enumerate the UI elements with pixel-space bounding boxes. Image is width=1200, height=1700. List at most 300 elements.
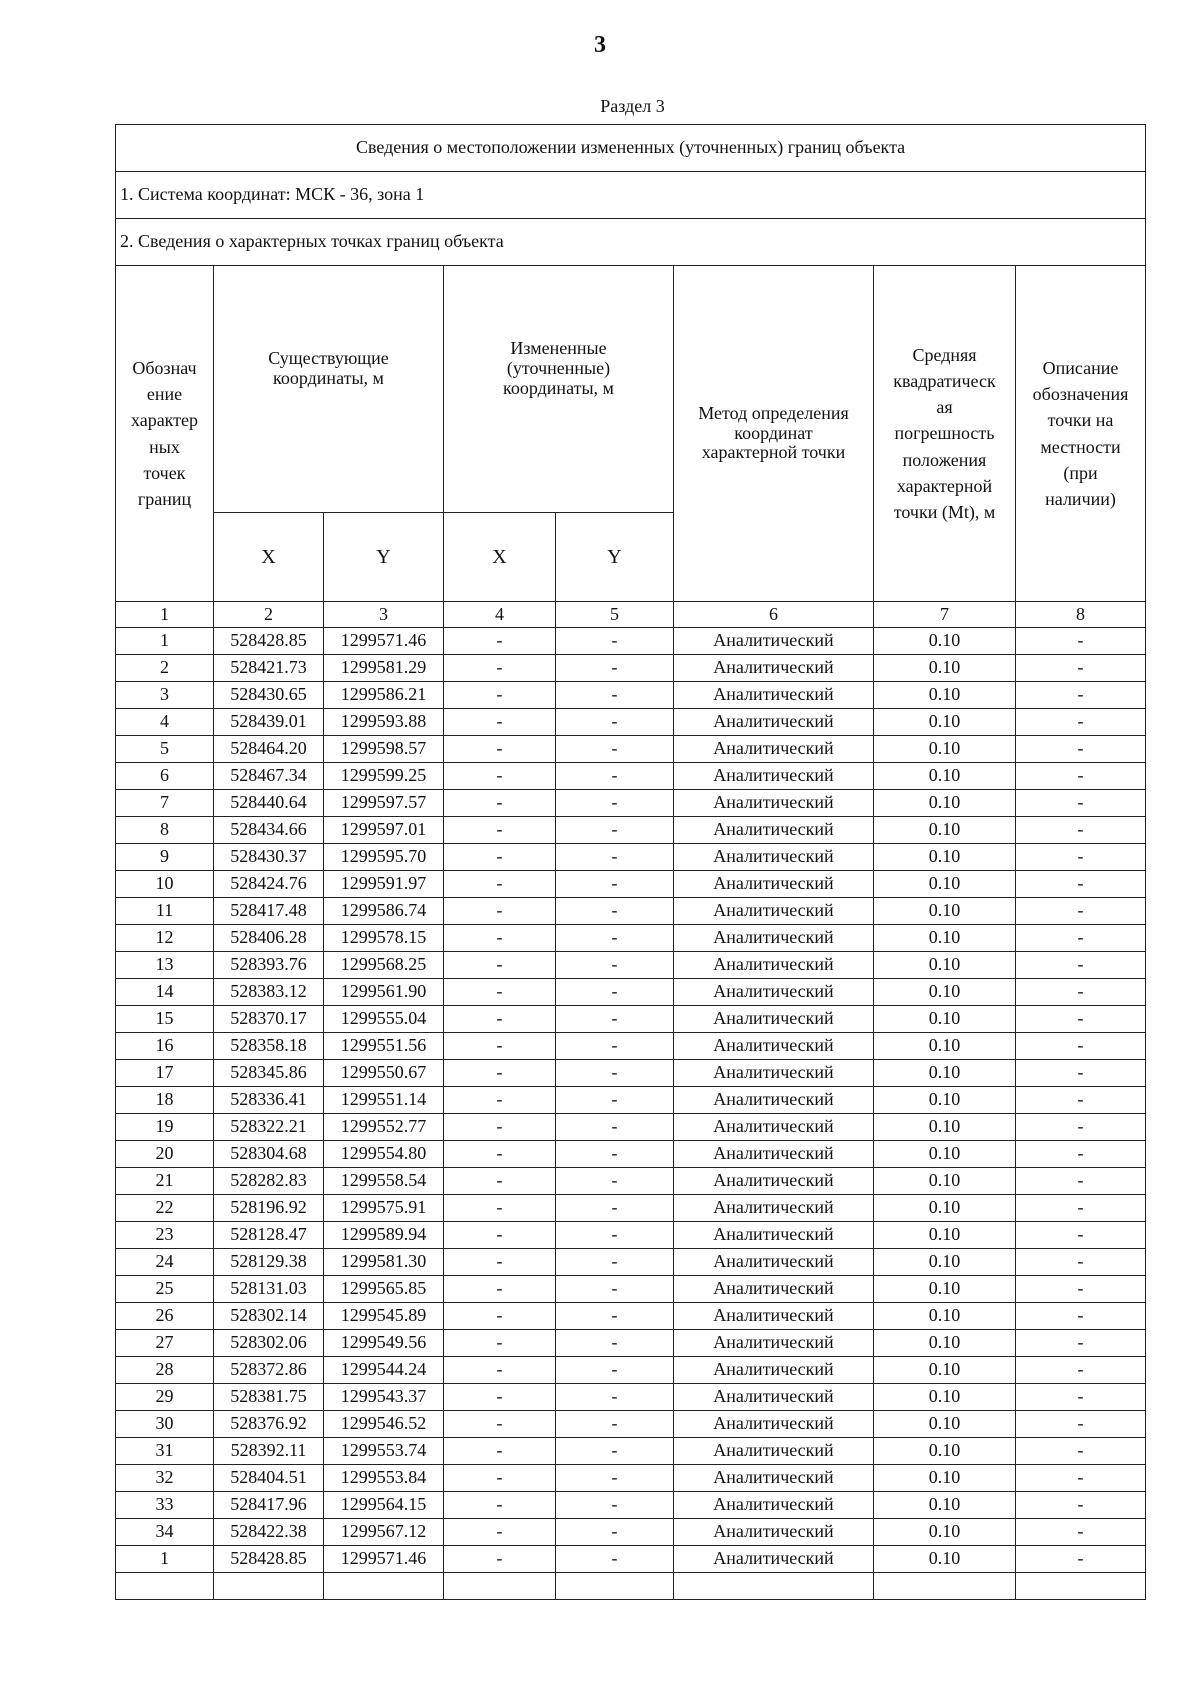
table-cell: Аналитический — [674, 1033, 874, 1060]
table-cell: - — [444, 1114, 556, 1141]
table-cell: - — [444, 1249, 556, 1276]
table-cell: 528376.92 — [214, 1411, 324, 1438]
table-cell: - — [556, 1411, 674, 1438]
table-cell: - — [444, 1276, 556, 1303]
table-cell: 528345.86 — [214, 1060, 324, 1087]
table-cell: Аналитический — [674, 1411, 874, 1438]
table-row — [116, 709, 1146, 736]
table-cell — [674, 1573, 874, 1600]
table-row — [116, 1438, 1146, 1465]
table-cell: 1299568.25 — [324, 952, 444, 979]
header-method: Метод определения координат характерной точки — [674, 266, 874, 602]
table-cell: - — [444, 1384, 556, 1411]
table-cell: 1299578.15 — [324, 925, 444, 952]
table-cell: 528439.01 — [214, 709, 324, 736]
table-cell: 0.10 — [874, 1249, 1016, 1276]
table-cell: - — [444, 871, 556, 898]
table-cell: Аналитический — [674, 952, 874, 979]
table-cell: 1299599.25 — [324, 763, 444, 790]
table-cell: 1299567.12 — [324, 1519, 444, 1546]
table-cell: 0.10 — [874, 871, 1016, 898]
table-cell: 0.10 — [874, 1411, 1016, 1438]
table-row — [116, 1006, 1146, 1033]
table-cell: 0.10 — [874, 1195, 1016, 1222]
table-cell: 0.10 — [874, 1222, 1016, 1249]
table-cell: 1299545.89 — [324, 1303, 444, 1330]
table-cell: - — [556, 1087, 674, 1114]
table-cell — [556, 1573, 674, 1600]
table-cell: Аналитический — [674, 1276, 874, 1303]
table-cell: 29 — [116, 1384, 214, 1411]
column-number: 4 — [444, 602, 556, 628]
table-cell: 0.10 — [874, 628, 1016, 655]
table-row — [116, 1465, 1146, 1492]
table-row — [116, 817, 1146, 844]
table-cell: 1299543.37 — [324, 1384, 444, 1411]
table-cell: 1299553.84 — [324, 1465, 444, 1492]
table-row — [116, 790, 1146, 817]
table-cell: 0.10 — [874, 1330, 1016, 1357]
table-row — [116, 763, 1146, 790]
table-cell: 0.10 — [874, 790, 1016, 817]
table-cell: Аналитический — [674, 1330, 874, 1357]
table-cell: 1299564.15 — [324, 1492, 444, 1519]
table-cell: 19 — [116, 1114, 214, 1141]
table-row — [116, 871, 1146, 898]
table-cell: 33 — [116, 1492, 214, 1519]
table-cell: 0.10 — [874, 1168, 1016, 1195]
table-row — [116, 1222, 1146, 1249]
table-cell: 0.10 — [874, 1519, 1016, 1546]
table-cell: 0.10 — [874, 1033, 1016, 1060]
table-cell: 1299565.85 — [324, 1276, 444, 1303]
table-cell: - — [444, 1168, 556, 1195]
table-cell: - — [556, 1384, 674, 1411]
table-cell: 528417.48 — [214, 898, 324, 925]
table-cell: Аналитический — [674, 1168, 874, 1195]
table-cell: - — [1016, 1114, 1146, 1141]
table-cell: Аналитический — [674, 1195, 874, 1222]
table-cell: - — [444, 1060, 556, 1087]
table-cell: Аналитический — [674, 1465, 874, 1492]
table-cell: - — [556, 1330, 674, 1357]
table-cell: Аналитический — [674, 1546, 874, 1573]
table-cell: 4 — [116, 709, 214, 736]
table-cell: - — [1016, 1222, 1146, 1249]
table-cell: - — [1016, 1519, 1146, 1546]
table-cell: 15 — [116, 1006, 214, 1033]
table-cell: - — [556, 1357, 674, 1384]
table-cell: 528282.83 — [214, 1168, 324, 1195]
table-row — [116, 1492, 1146, 1519]
table-cell: - — [444, 844, 556, 871]
table-cell: - — [556, 1168, 674, 1195]
header-changed-y: Y — [556, 513, 674, 602]
table-cell: 528370.17 — [214, 1006, 324, 1033]
table-cell: - — [556, 925, 674, 952]
table-cell: Аналитический — [674, 925, 874, 952]
table-cell: 8 — [116, 817, 214, 844]
table-cell: - — [1016, 1141, 1146, 1168]
table-cell: 30 — [116, 1411, 214, 1438]
table-cell: - — [556, 1465, 674, 1492]
table-cell: - — [1016, 1303, 1146, 1330]
table-cell: - — [556, 898, 674, 925]
table-cell: 528381.75 — [214, 1384, 324, 1411]
table-cell: - — [556, 871, 674, 898]
table-cell: Аналитический — [674, 1438, 874, 1465]
table-cell: - — [444, 925, 556, 952]
table-cell: 0.10 — [874, 979, 1016, 1006]
table-row — [116, 1546, 1146, 1573]
table-row — [116, 1384, 1146, 1411]
header-existing-x: X — [214, 513, 324, 602]
table-cell: - — [1016, 1195, 1146, 1222]
table-cell: 26 — [116, 1303, 214, 1330]
table-cell: Аналитический — [674, 763, 874, 790]
table-cell: Аналитический — [674, 1384, 874, 1411]
table-cell: - — [444, 1438, 556, 1465]
empty-row — [116, 1573, 1146, 1600]
table-row — [116, 1249, 1146, 1276]
table-cell: - — [444, 1330, 556, 1357]
table-cell: Аналитический — [674, 1060, 874, 1087]
table-cell: Аналитический — [674, 1114, 874, 1141]
table-cell: 528302.14 — [214, 1303, 324, 1330]
table-cell: 17 — [116, 1060, 214, 1087]
table-cell: 528131.03 — [214, 1276, 324, 1303]
table-cell: Аналитический — [674, 1141, 874, 1168]
table-cell: 1299551.56 — [324, 1033, 444, 1060]
table-cell: 0.10 — [874, 655, 1016, 682]
table-cell: - — [556, 1114, 674, 1141]
table-row — [116, 628, 1146, 655]
table-cell: 0.10 — [874, 1114, 1016, 1141]
table-cell: - — [556, 628, 674, 655]
table-cell: 1299553.74 — [324, 1438, 444, 1465]
table-cell: 1299552.77 — [324, 1114, 444, 1141]
table-cell: 10 — [116, 871, 214, 898]
table-cell: 7 — [116, 790, 214, 817]
section-title: Раздел 3 — [600, 96, 665, 116]
table-cell: - — [444, 790, 556, 817]
table-cell: - — [556, 1249, 674, 1276]
table-cell: - — [1016, 736, 1146, 763]
table-cell: Аналитический — [674, 709, 874, 736]
table-cell: - — [1016, 817, 1146, 844]
table-cell: 1299597.01 — [324, 817, 444, 844]
table-cell: - — [444, 628, 556, 655]
table-cell: 1299551.14 — [324, 1087, 444, 1114]
table-row — [116, 655, 1146, 682]
table-cell: - — [444, 952, 556, 979]
table-cell: - — [1016, 925, 1146, 952]
table-cell: 21 — [116, 1168, 214, 1195]
table-cell: - — [444, 682, 556, 709]
table-cell: 0.10 — [874, 1357, 1016, 1384]
table-cell: - — [444, 1303, 556, 1330]
table-cell: - — [556, 763, 674, 790]
table-cell: - — [444, 817, 556, 844]
table-cell: 0.10 — [874, 682, 1016, 709]
table-cell: Аналитический — [674, 1006, 874, 1033]
table-cell: 0.10 — [874, 1465, 1016, 1492]
table-cell: - — [1016, 1384, 1146, 1411]
column-number: 2 — [214, 602, 324, 628]
table-cell: Аналитический — [674, 817, 874, 844]
table-cell: 1299571.46 — [324, 1546, 444, 1573]
table-cell: - — [556, 844, 674, 871]
column-number: 6 — [674, 602, 874, 628]
table-cell: 1299593.88 — [324, 709, 444, 736]
table-cell: - — [556, 979, 674, 1006]
table-cell — [874, 1573, 1016, 1600]
table-cell: - — [444, 898, 556, 925]
table-cell: - — [556, 1222, 674, 1249]
table-cell: - — [556, 709, 674, 736]
table-cell: - — [556, 952, 674, 979]
table-cell: - — [556, 817, 674, 844]
table-cell: - — [1016, 952, 1146, 979]
column-number: 3 — [324, 602, 444, 628]
table-cell: - — [444, 1411, 556, 1438]
table-cell: - — [1016, 1546, 1146, 1573]
table-row — [116, 736, 1146, 763]
table-cell: - — [1016, 628, 1146, 655]
table-cell: Аналитический — [674, 1222, 874, 1249]
table-cell: 1299589.94 — [324, 1222, 444, 1249]
table-cell: 20 — [116, 1141, 214, 1168]
table-cell: - — [1016, 1249, 1146, 1276]
table-cell: - — [1016, 1006, 1146, 1033]
table-cell: - — [444, 655, 556, 682]
table-cell: - — [1016, 790, 1146, 817]
column-number: 5 — [556, 602, 674, 628]
table-cell — [214, 1573, 324, 1600]
table-cell: 528129.38 — [214, 1249, 324, 1276]
table-cell: - — [1016, 763, 1146, 790]
table-cell: - — [444, 979, 556, 1006]
table-title: Сведения о местоположении измененных (уточненных) границ объекта — [116, 125, 1146, 172]
table-cell: 1299544.24 — [324, 1357, 444, 1384]
table-cell: 0.10 — [874, 925, 1016, 952]
table-cell: - — [556, 1492, 674, 1519]
table-cell: - — [444, 1222, 556, 1249]
table-cell: Аналитический — [674, 1087, 874, 1114]
table-row — [116, 1330, 1146, 1357]
table-cell: 1299598.57 — [324, 736, 444, 763]
table-cell: 0.10 — [874, 1141, 1016, 1168]
table-row — [116, 979, 1146, 1006]
table-cell: 1299581.30 — [324, 1249, 444, 1276]
table-cell: 25 — [116, 1276, 214, 1303]
header-existing: Существующие координаты, м — [214, 266, 444, 513]
table-cell: 0.10 — [874, 844, 1016, 871]
table-cell: 1 — [116, 1546, 214, 1573]
table-cell: - — [1016, 1087, 1146, 1114]
table-cell: Аналитический — [674, 1303, 874, 1330]
table-cell: 1299550.67 — [324, 1060, 444, 1087]
table-cell: 11 — [116, 898, 214, 925]
table-cell: 13 — [116, 952, 214, 979]
table-cell: - — [444, 736, 556, 763]
table-cell: 1299558.54 — [324, 1168, 444, 1195]
column-number: 1 — [116, 602, 214, 628]
table-cell: 1 — [116, 628, 214, 655]
table-cell: 28 — [116, 1357, 214, 1384]
table-cell: Аналитический — [674, 1357, 874, 1384]
table-cell: 528464.20 — [214, 736, 324, 763]
column-number-row — [116, 602, 1146, 628]
table-cell: 528372.86 — [214, 1357, 324, 1384]
table-cell: 0.10 — [874, 1276, 1016, 1303]
table-cell: 22 — [116, 1195, 214, 1222]
table-cell: - — [556, 1276, 674, 1303]
column-number: 8 — [1016, 602, 1146, 628]
table-cell: - — [1016, 979, 1146, 1006]
table-cell: 0.10 — [874, 817, 1016, 844]
table-cell: 0.10 — [874, 709, 1016, 736]
table-row — [116, 1168, 1146, 1195]
table-cell: 528421.73 — [214, 655, 324, 682]
table-cell: - — [444, 1033, 556, 1060]
table-cell: Аналитический — [674, 790, 874, 817]
table-cell: 528406.28 — [214, 925, 324, 952]
table-cell: Аналитический — [674, 844, 874, 871]
table-row — [116, 1087, 1146, 1114]
table-cell: - — [444, 1465, 556, 1492]
table-cell: 0.10 — [874, 952, 1016, 979]
table-cell: Аналитический — [674, 1519, 874, 1546]
table-cell: 6 — [116, 763, 214, 790]
table-cell: 528428.85 — [214, 1546, 324, 1573]
header-existing-y: Y — [324, 513, 444, 602]
table-cell: 528467.34 — [214, 763, 324, 790]
table-cell: 31 — [116, 1438, 214, 1465]
table-cell: 528440.64 — [214, 790, 324, 817]
table-row — [116, 1276, 1146, 1303]
table-cell: 528393.76 — [214, 952, 324, 979]
table-cell: Аналитический — [674, 736, 874, 763]
table-cell: - — [556, 1546, 674, 1573]
table-row — [116, 1519, 1146, 1546]
table-cell: 528383.12 — [214, 979, 324, 1006]
table-cell: 1299554.80 — [324, 1141, 444, 1168]
header-error: Средняя квадратическ ая погрешность положения характерной точки (Mt), м — [874, 266, 1016, 602]
table-cell: - — [556, 1033, 674, 1060]
table-cell: 528428.85 — [214, 628, 324, 655]
table-row — [116, 898, 1146, 925]
table-cell: - — [556, 1438, 674, 1465]
table-cell: - — [444, 1141, 556, 1168]
table-cell: - — [556, 1006, 674, 1033]
table-cell: - — [556, 790, 674, 817]
table-row — [116, 844, 1146, 871]
table-row — [116, 1060, 1146, 1087]
table-cell: Аналитический — [674, 979, 874, 1006]
table-cell: Аналитический — [674, 871, 874, 898]
table-cell: - — [444, 1087, 556, 1114]
table-cell: 528196.92 — [214, 1195, 324, 1222]
table-cell — [444, 1573, 556, 1600]
table-cell: 2 — [116, 655, 214, 682]
table-cell: - — [1016, 844, 1146, 871]
table-cell: - — [1016, 1465, 1146, 1492]
table-cell: Аналитический — [674, 1492, 874, 1519]
table-row — [116, 1411, 1146, 1438]
table-cell: - — [444, 1006, 556, 1033]
table-cell: - — [1016, 709, 1146, 736]
table-cell: 1299586.74 — [324, 898, 444, 925]
header-designation: Обознач ение характер ных точек границ — [116, 266, 214, 602]
table-cell: 27 — [116, 1330, 214, 1357]
table-cell — [324, 1573, 444, 1600]
table-cell: 528422.38 — [214, 1519, 324, 1546]
table-cell: 528392.11 — [214, 1438, 324, 1465]
table-cell: 1299555.04 — [324, 1006, 444, 1033]
table-cell: - — [556, 1060, 674, 1087]
table-cell — [116, 1573, 214, 1600]
table-row — [116, 1033, 1146, 1060]
table-cell: 0.10 — [874, 763, 1016, 790]
table-cell — [1016, 1573, 1146, 1600]
table-cell: 16 — [116, 1033, 214, 1060]
table-cell: - — [556, 682, 674, 709]
table-cell: 1299591.97 — [324, 871, 444, 898]
table-cell: 9 — [116, 844, 214, 871]
table-cell: - — [1016, 1357, 1146, 1384]
table-cell: 0.10 — [874, 1006, 1016, 1033]
points-caption: 2. Сведения о характерных точках границ объекта — [116, 219, 1146, 266]
table-cell: 528358.18 — [214, 1033, 324, 1060]
table-row — [116, 682, 1146, 709]
table-cell: 18 — [116, 1087, 214, 1114]
table-cell: - — [1016, 898, 1146, 925]
table-cell: 1299549.56 — [324, 1330, 444, 1357]
table-cell: 0.10 — [874, 1384, 1016, 1411]
boundary-points-table — [115, 124, 1146, 1600]
table-cell: - — [1016, 1411, 1146, 1438]
table-cell: 528430.65 — [214, 682, 324, 709]
table-cell: 528404.51 — [214, 1465, 324, 1492]
table-cell: - — [556, 655, 674, 682]
table-cell: 528434.66 — [214, 817, 324, 844]
table-cell: 0.10 — [874, 736, 1016, 763]
table-cell: 1299581.29 — [324, 655, 444, 682]
table-cell: 14 — [116, 979, 214, 1006]
table-cell: Аналитический — [674, 682, 874, 709]
table-cell: - — [1016, 871, 1146, 898]
table-cell: - — [556, 1141, 674, 1168]
coord-system: 1. Система координат: МСК - 36, зона 1 — [116, 172, 1146, 219]
table-cell: Аналитический — [674, 628, 874, 655]
table-cell: 0.10 — [874, 1438, 1016, 1465]
table-cell: 1299571.46 — [324, 628, 444, 655]
table-cell: 0.10 — [874, 1546, 1016, 1573]
table-cell: 0.10 — [874, 898, 1016, 925]
table-cell: - — [1016, 1330, 1146, 1357]
table-cell: Аналитический — [674, 655, 874, 682]
table-cell: - — [444, 1357, 556, 1384]
table-cell: - — [444, 1195, 556, 1222]
table-cell: - — [444, 1546, 556, 1573]
table-cell: - — [1016, 1276, 1146, 1303]
table-cell: - — [1016, 1168, 1146, 1195]
table-row — [116, 1141, 1146, 1168]
table-cell: 528304.68 — [214, 1141, 324, 1168]
header-changed: Измененные (уточненные) координаты, м — [444, 266, 674, 513]
table-cell: Аналитический — [674, 1249, 874, 1276]
